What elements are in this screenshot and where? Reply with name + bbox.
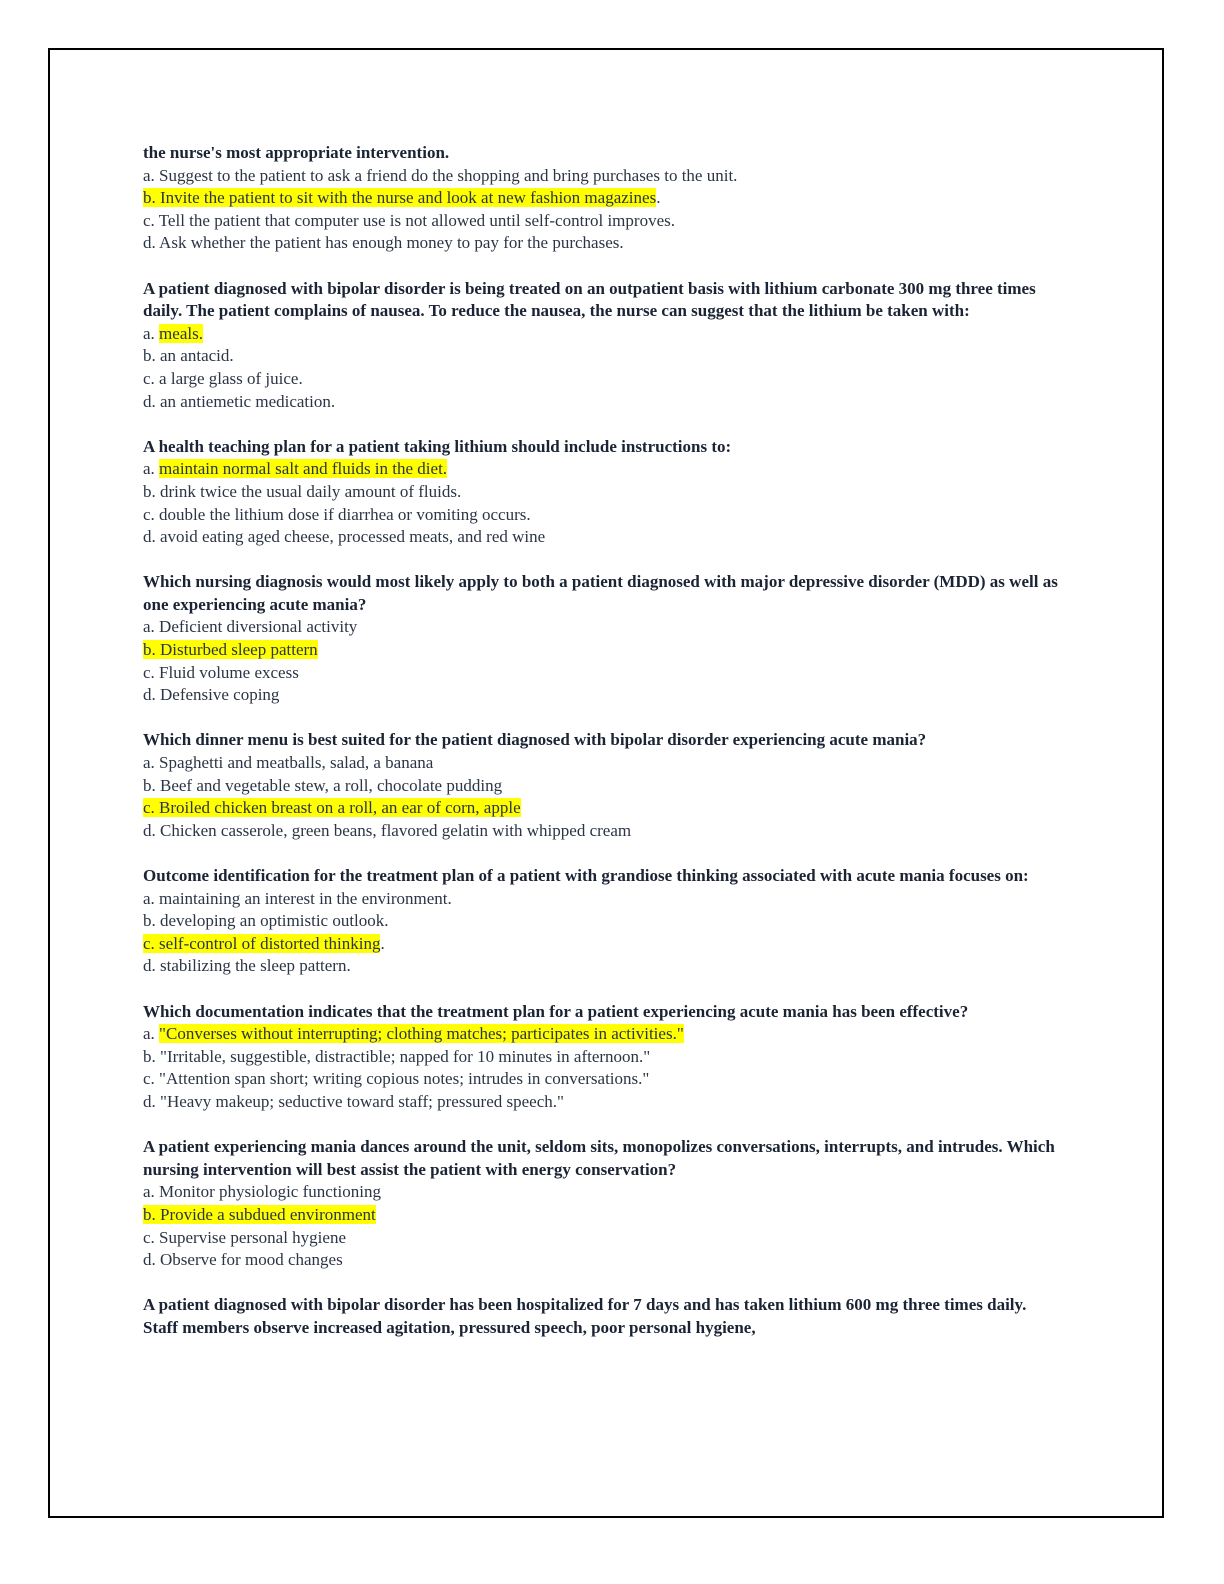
question-2 — [143, 278, 1063, 414]
answer-highlight: c. self-control of distorted thinking — [143, 933, 381, 953]
answer-option: d. "Heavy makeup; seductive toward staff; pressured speech." — [143, 1091, 564, 1111]
question-stem: Which dinner menu is best suited for the patient diagnosed with bipolar disorder experiencing acute mania? — [143, 730, 927, 750]
answer-option: b. an antacid. — [143, 346, 234, 366]
answer-option: c. Supervise personal hygiene — [143, 1227, 346, 1247]
answer-option-correct: a. "Converses without interrupting; clothing matches; participates in activities." — [143, 1024, 684, 1044]
answer-option: d. an antiemetic medication. — [143, 391, 336, 411]
answer-option: b. "Irritable, suggestible, distractible; napped for 10 minutes in afternoon." — [143, 1046, 651, 1066]
answer-option: a. Spaghetti and meatballs, salad, a banana — [143, 753, 434, 773]
answer-option-correct — [143, 639, 1063, 662]
answer-option: c. double the lithium dose if diarrhea or vomiting occurs. — [143, 504, 531, 524]
question-stem: Outcome identification for the treatment plan of a patient with grandiose thinking associated with acute mania focuses on: — [143, 866, 1029, 885]
question-stem: Which nursing diagnosis would most likely apply to both a patient diagnosed with major depressive disorder (MDD) as well as one experiencing acute mania? — [143, 572, 1058, 614]
answer-highlight: maintain normal salt and fluids in the diet. — [159, 459, 448, 479]
answer-option: c. Fluid volume excess — [143, 662, 299, 682]
answer-option: b. Beef and vegetable stew, a roll, chocolate pudding — [143, 775, 503, 795]
question-stem: A health teaching plan for a patient taking lithium should include instructions to: — [143, 436, 732, 456]
question-stem: the nurse's most appropriate intervention. — [143, 143, 450, 162]
answer-highlight: meals. — [159, 323, 203, 343]
answer-highlight: b. Provide a subdued environment — [143, 1204, 376, 1224]
answer-option: c. a large glass of juice. — [143, 368, 303, 388]
question-6 — [143, 865, 1063, 978]
answer-option: b. drink twice the usual daily amount of fluids. — [143, 481, 462, 501]
answer-highlight: "Converses without interrupting; clothing matches; participates in activities." — [159, 1024, 684, 1044]
document-content — [143, 142, 1063, 1362]
answer-option-correct: a. maintain normal salt and fluids in the diet. — [143, 459, 448, 479]
answer-highlight: b. Invite the patient to sit with the nurse and look at new fashion magazines — [143, 188, 657, 208]
question-stem: A patient experiencing mania dances around the unit, seldom sits, monopolizes conversations, interrupts, and intrudes. Which nursing intervention will best assist the patient with energy conservation? — [143, 1137, 1055, 1179]
answer-option-correct — [143, 1204, 1063, 1227]
question-stem: A patient diagnosed with bipolar disorder is being treated on an outpatient basis with lithium carbonate 300 mg three times daily. The patient complains of nausea. To reduce the nausea, the nurse can suggest that the lithium be taken with: — [143, 278, 1036, 321]
answer-option: a. maintaining an interest in the environment. — [143, 888, 452, 908]
answer-option: c. "Attention span short; writing copious notes; intrudes in conversations." — [143, 1069, 650, 1089]
question-stem: Which documentation indicates that the treatment plan for a patient experiencing acute mania has been effective? — [143, 1001, 969, 1021]
question-stem: A patient diagnosed with bipolar disorder has been hospitalized for 7 days and has taken lithium 600 mg three times daily. Staff members observe increased agitation, pressured speech, poor personal hygiene, — [143, 1295, 1027, 1337]
answer-option: d. stabilizing the sleep pattern. — [143, 956, 351, 976]
answer-option: a. Suggest to the patient to ask a friend do the shopping and bring purchases to the unit. — [143, 165, 738, 185]
answer-option: c. Tell the patient that computer use is not allowed until self-control improves. — [143, 210, 675, 230]
question-8 — [143, 1136, 1063, 1272]
answer-option-correct — [143, 797, 1063, 820]
question-7 — [143, 1001, 1063, 1114]
answer-option: d. Observe for mood changes — [143, 1250, 343, 1270]
answer-option: a. Monitor physiologic functioning — [143, 1182, 381, 1202]
answer-highlight: c. Broiled chicken breast on a roll, an ear of corn, apple — [143, 798, 521, 818]
question-5 — [143, 729, 1063, 842]
question-3 — [143, 436, 1063, 549]
answer-option: d. Defensive coping — [143, 685, 280, 705]
answer-option: d. Ask whether the patient has enough money to pay for the purchases. — [143, 233, 624, 253]
answer-option: b. developing an optimistic outlook. — [143, 911, 389, 931]
question-9 — [143, 1294, 1063, 1339]
answer-option: d. avoid eating aged cheese, processed meats, and red wine — [143, 527, 546, 547]
answer-option-correct: c. self-control of distorted thinking. — [143, 933, 385, 953]
question-1 — [143, 142, 1063, 255]
question-4 — [143, 571, 1063, 707]
answer-highlight: b. Disturbed sleep pattern — [143, 640, 318, 660]
answer-option-correct: b. Invite the patient to sit with the nurse and look at new fashion magazines. — [143, 188, 661, 208]
answer-option-correct: a. meals. — [143, 323, 203, 343]
answer-option: d. Chicken casserole, green beans, flavored gelatin with whipped cream — [143, 820, 632, 840]
answer-option: a. Deficient diversional activity — [143, 617, 358, 637]
